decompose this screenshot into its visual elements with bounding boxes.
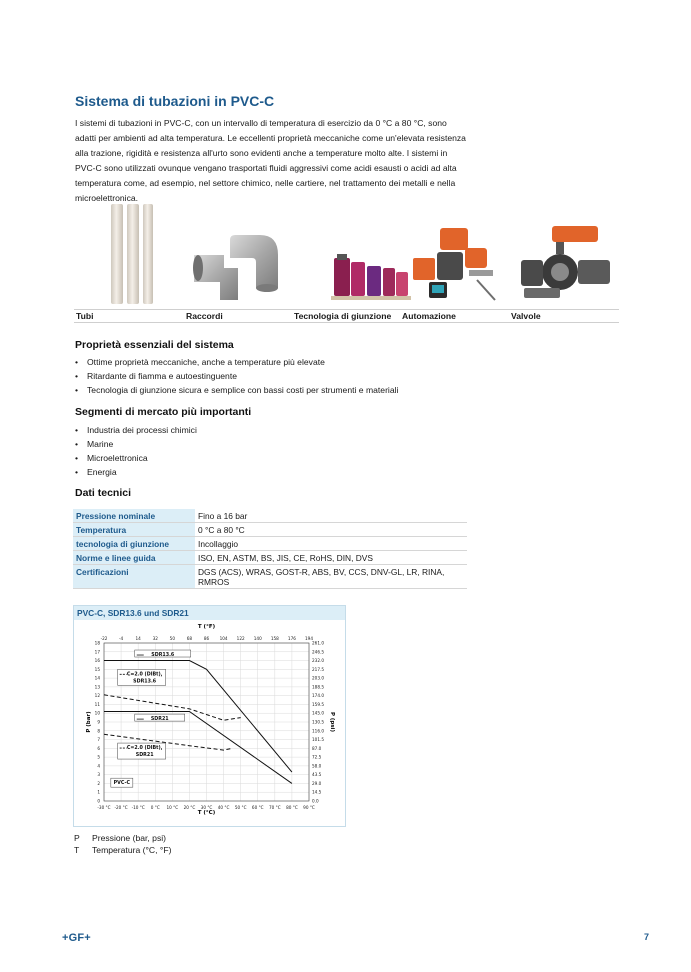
legend-row [74, 844, 171, 856]
tech-value: Incollaggio [195, 537, 467, 551]
y-tick-label: 11 [94, 701, 100, 707]
y2-tick-label: 174.0 [312, 693, 324, 699]
x-tick-label: -30 °C [97, 805, 111, 810]
legend-symbol: T [74, 845, 80, 855]
y2-tick-label: 14.5 [312, 789, 322, 795]
x-axis-label: T (°C) [197, 810, 216, 816]
x-tick-label: 80 °C [286, 805, 298, 810]
x2-tick-label: 68 [186, 636, 193, 641]
product-label-tubi: Tubi [76, 311, 94, 321]
y2-axis-label: P (psi) [329, 711, 335, 733]
chart-header: PVC-C, SDR13.6 und SDR21 [74, 606, 345, 620]
y-tick-label: 10 [94, 710, 100, 716]
x-tick-label: 70 °C [268, 805, 281, 810]
list-item: • Marine [75, 437, 197, 451]
y2-tick-label: 116.0 [312, 728, 324, 734]
list-item: • Ritardante di fiamma e autoestinguente [75, 369, 398, 383]
x-tick-label: 30 °C [200, 805, 213, 810]
y2-tick-label: 232.0 [312, 658, 324, 664]
product-label-jointing: Tecnologia di giunzione [294, 311, 392, 321]
annotation-dibt-sdr136-text: SDR13.6 [133, 679, 157, 685]
tech-key: Norme e linee guida [73, 551, 195, 565]
x2-tick-label: 140 [253, 636, 262, 641]
y-tick-label: 15 [94, 666, 100, 672]
tech-value: ISO, EN, ASTM, BS, JIS, CE, RoHS, DIN, DVS [195, 551, 467, 565]
annotation-pvcc-text: PVC-C [113, 781, 131, 787]
annotation-dibt-sdr21-text: C=2.0 (DIBt), [126, 746, 163, 752]
list-item: • Ottime proprietà meccaniche, anche a temperature più elevate [75, 355, 398, 369]
y2-tick-label: 261.0 [312, 640, 324, 646]
list-item: • Industria dei processi chimici [75, 423, 197, 437]
y-tick-label: 1 [97, 789, 100, 795]
automation-image [407, 200, 502, 308]
pressure-temperature-chart-box [73, 605, 346, 827]
product-strip [74, 200, 619, 324]
x2-tick-label: -4 [118, 636, 124, 641]
tech-key: tecnologia di giunzione [73, 537, 195, 551]
product-label-valvole: Valvole [511, 311, 541, 321]
symbol-legend [74, 832, 171, 856]
y2-tick-label: 130.5 [312, 719, 324, 725]
x2-tick-label: 104 [219, 636, 228, 641]
tech-key: Temperatura [73, 523, 195, 537]
y2-tick-label: 58.0 [312, 763, 322, 769]
y-tick-label: 4 [97, 763, 100, 769]
gf-logo: +GF+ [62, 932, 91, 944]
x2-tick-label: 176 [287, 636, 296, 641]
y-tick-label: 9 [97, 719, 100, 725]
y-axis-label: P (bar) [86, 711, 92, 733]
table-row [73, 509, 467, 523]
table-row [73, 551, 467, 565]
tech-value: 0 °C a 80 °C [195, 523, 467, 537]
list-item: • Energia [75, 465, 197, 479]
y-tick-label: 5 [97, 754, 100, 760]
tech-value: Fino a 16 bar [195, 509, 467, 523]
y-tick-label: 17 [94, 649, 100, 655]
tech-key: Pressione nominale [73, 509, 195, 523]
list-item: • Microelettronica [75, 451, 197, 465]
y-tick-label: 3 [97, 772, 100, 778]
y2-tick-label: 0.0 [312, 798, 319, 804]
y-tick-label: 18 [94, 640, 100, 646]
x-tick-label: 20 °C [183, 805, 196, 810]
y-tick-label: 7 [97, 737, 100, 743]
y-tick-label: 2 [97, 780, 100, 786]
properties-heading: Proprietà essenziali del sistema [75, 339, 234, 351]
annotation-sdr21-text: SDR21 [150, 717, 169, 723]
x-tick-label: 10 °C [166, 805, 179, 810]
y2-tick-label: 159.5 [312, 701, 324, 707]
y2-tick-label: 188.5 [312, 684, 324, 690]
y2-tick-label: 203.0 [312, 675, 324, 681]
jointing-image [329, 200, 414, 308]
x-tick-label: 40 °C [217, 805, 230, 810]
x-tick-label: 50 °C [234, 805, 247, 810]
x2-tick-label: 14 [135, 636, 141, 641]
x-tick-label: 90 °C [303, 805, 315, 810]
y2-tick-label: 43.5 [312, 772, 322, 778]
y-tick-label: 0 [97, 798, 100, 804]
x-tick-label: 60 °C [251, 805, 264, 810]
legend-symbol: P [74, 833, 80, 843]
x2-tick-label: 158 [270, 636, 279, 641]
x2-tick-label: 122 [236, 636, 245, 641]
x2-tick-label: 50 [169, 636, 176, 641]
legend-row [74, 832, 171, 844]
pipes-image [108, 200, 158, 308]
x-tick-label: 0 °C [150, 805, 160, 810]
intro-paragraph: I sistemi di tubazioni in PVC-C, con un intervallo di temperatura di esercizio da 0 °C a 80 °C, sono adatti per ambienti ad alta temperatura. Le eccellenti proprietà meccaniche come un'elevata resistenza alla trazione, rigidità e resistenza all'urto sono evidenti anche a temperature molto alte. I sistemi in PVC-C sono utilizzati ovunque vengano trasportati fluidi aggressivi come acidi esausti o acidi ad alta temperatura come, ad esempio, nel settore chimico, nelle cartiere, nel trattamento dei metalli e nella microelettronica. [75, 118, 466, 203]
segments-heading: Segmenti di mercato più importanti [75, 406, 252, 418]
page-number: 7 [644, 932, 650, 942]
annotation-dibt-sdr136-text: C=2.0 (DIBt), [126, 672, 163, 678]
product-labels [74, 309, 619, 323]
page-title: Sistema di tubazioni in PVC-C [75, 93, 275, 109]
product-label-raccordi: Raccordi [186, 311, 223, 321]
x-tick-label: -10 °C [131, 805, 145, 810]
y-tick-label: 6 [97, 745, 100, 751]
y2-tick-label: 72.5 [312, 754, 322, 760]
annotation-dibt-sdr21-text: SDR21 [135, 753, 154, 759]
x2-tick-label: 32 [152, 636, 158, 641]
y2-tick-label: 87.0 [312, 745, 322, 751]
x2-tick-label: 194 [305, 636, 313, 641]
legend-text: Pressione (bar, psi) [92, 833, 167, 843]
y2-tick-label: 145.0 [312, 710, 324, 716]
tech-table [73, 509, 467, 589]
x2-axis-label: T (°F) [197, 624, 216, 630]
x2-tick-label: -22 [100, 636, 108, 641]
list-item: • Tecnologia di giunzione sicura e semplice con bassi costi per strumenti e materiali [75, 383, 398, 397]
product-label-automazione: Automazione [402, 311, 456, 321]
table-row [73, 523, 467, 537]
x-tick-label: -20 °C [114, 805, 128, 810]
legend-text: Temperatura (°C, °F) [92, 845, 172, 855]
y-tick-label: 12 [94, 693, 100, 699]
y-tick-label: 16 [94, 658, 100, 664]
pressure-temperature-chart [74, 620, 345, 826]
properties-list [75, 355, 398, 397]
y2-tick-label: 29.0 [312, 780, 322, 786]
table-row [73, 565, 467, 589]
tech-key: Certificazioni [73, 565, 195, 589]
y2-tick-label: 246.5 [312, 649, 324, 655]
annotation-sdr136-text: SDR13.6 [151, 653, 175, 659]
valves-image [516, 200, 616, 308]
y2-tick-label: 101.5 [312, 737, 324, 743]
fittings-image [190, 200, 285, 308]
tech-heading: Dati tecnici [75, 487, 132, 499]
x2-tick-label: 86 [203, 636, 210, 641]
segments-list [75, 423, 197, 479]
y-tick-label: 8 [97, 728, 100, 734]
y-tick-label: 14 [94, 675, 100, 681]
y-tick-label: 13 [94, 684, 100, 690]
y2-tick-label: 217.5 [312, 666, 324, 672]
tech-value: DGS (ACS), WRAS, GOST-R, ABS, BV, CCS, DNV-GL, LR, RINA, RMROS [195, 565, 467, 589]
table-row [73, 537, 467, 551]
